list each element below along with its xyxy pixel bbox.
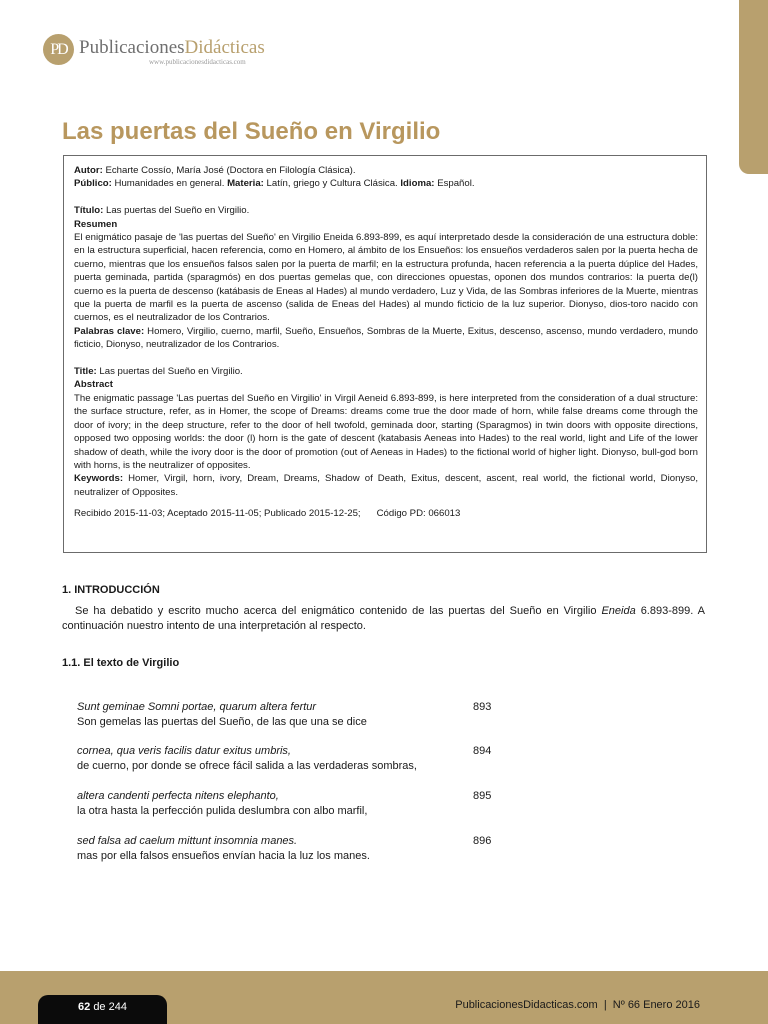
logo-url: www.publicacionesdidacticas.com — [149, 58, 246, 66]
verse-number: 896 — [473, 835, 492, 847]
publication-dates: Recibido 2015-11-03; Aceptado 2015-11-05; Publicado 2015-12-25; Código PD: 066013 — [74, 508, 461, 520]
palabras-clave: Palabras clave: Homero, Virgilio, cuerno, marfil, Sueño, Ensueños, Sombras de la Muerte, Exitus, descenso, ascenso, mundo verdadero, mundo ficticio, Dionyso, neutralizador de los Contrarios. — [74, 325, 698, 351]
abstract-text: The enigmatic passage 'Las puertas del Sueño en Virgilio' in Virgil Aeneid 6.893-899, is here interpreted from the consideration of a dual structure: the surface structure, refer, as in Homer, the scope of Dreams: dreams come true the door made of horn, while false dreams come through the door of ivory; in the deep structure, refer to the door of hell twofold, geminada door, starting (Sparagmos) in twin doors with opposite directions, opposed two opposing worlds: the door (l) horn is the gate of descent (katabasis Aeneas into Hades) to the real world, light and Life of the lower shadow of death, while the ivory door is the door of promotion (out of Aeneas in Hades) to the fictional world of higher light. Dionyso, bull-god born with horns, is the neutralizer of opposites. — [74, 392, 698, 471]
verse-number: 894 — [473, 745, 492, 757]
verse-translation: Son gemelas las puertas del Sueño, de las que una se dice — [77, 716, 367, 728]
resumen-heading: Resumen — [74, 218, 118, 230]
verse-translation: mas por ella falsos ensueños envían hacia la luz los manes. — [77, 850, 370, 862]
verse-latin: Sunt geminae Somni portae, quarum altera fertur — [77, 701, 317, 713]
footer-publication-info: PublicacionesDidacticas.com | Nº 66 Enero 2016 — [455, 999, 700, 1011]
metadata-line: Público: Humanidades en general. Materia: Latín, griego y Cultura Clásica. Idioma: Español. — [74, 178, 475, 190]
verse-block — [77, 789, 537, 819]
verse-number: 895 — [473, 790, 492, 802]
verse-number: 893 — [473, 701, 492, 713]
intro-paragraph: Se ha debatido y escrito mucho acerca del enigmático contenido de las puertas del Sueño en Virgilio Eneida 6.893-899. A continuación nuestro intento de una interpretación al respecto. — [62, 605, 705, 632]
pd-code: Código PD: 066013 — [376, 508, 461, 520]
verse-translation: de cuerno, por donde se ofrece fácil salida a las verdaderas sombras, — [77, 760, 417, 772]
verse-translation: la otra hasta la perfección pulida deslumbra con albo marfil, — [77, 805, 368, 817]
verse-latin: cornea, qua veris facilis datur exitus umbris, — [77, 745, 291, 757]
keywords: Keywords: Homer, Virgil, horn, ivory, Dream, Dreams, Shadow of Death, Exitus, descent, ascent, real world, the fictional world, Dionyso, neutralizer of Opposites. — [74, 473, 699, 498]
verse-block — [77, 700, 537, 730]
author-line: Autor: Echarte Cossío, María José (Doctora en Filología Clásica). — [74, 165, 356, 176]
logo-pd-icon: PD — [43, 34, 74, 65]
side-tab-decoration — [739, 0, 768, 174]
footer-site-link[interactable]: PublicacionesDidacticas.com — [455, 999, 598, 1011]
subsection-heading: 1.1. El texto de Virgilio — [62, 657, 180, 669]
verse-latin: sed falsa ad caelum mittunt insomnia manes. — [77, 835, 298, 847]
resumen-text: El enigmático pasaje de 'las puertas del Sueño' en Virgilio Eneida 6.893-899, es aquí interpretado desde la consideración de una estructura doble: en la estructura superficial, hacen referencia, como en Homero, al ámbito de los Ensueños: los ensueños verdaderos salen por la puerta hecha de cuerno, mientras que los ensueños falsos salen por la puerta de marfil; en la estructura profunda, hacen referencia a la puerta dúplice del Hades, puerta geminada, partida (sparagmós) en dos puertas gemelas que, con direcciones opuestas, oponen dos mundos contrarios: la puerta de(l) cuerno es la puerta de descenso (katábasis de Eneas al Hades) al mundo verdadero, Luz y Vida, de las Sombras inferiores de la Muerte, mientras que la puerta de marfil es la puerta de ascenso (salida de Eneas del Hades) al mundo ficticio de la luz superior. Dionyso, dios-toro nacido con cuernos, es el neutralizador de los Contrarios. — [74, 232, 698, 324]
english-title-line: Title: Las puertas del Sueño en Virgilio. — [74, 366, 243, 378]
verse-block — [77, 834, 537, 864]
abstract-box — [63, 155, 707, 553]
page-indicator: 62 de 244 — [38, 995, 167, 1024]
section-heading-intro: 1. INTRODUCCIÓN — [62, 584, 160, 596]
verse-latin: altera candenti perfecta nitens elephanto, — [77, 790, 279, 802]
verse-block — [77, 744, 537, 774]
page-title: Las puertas del Sueño en Virgilio — [62, 118, 441, 145]
spanish-title-line: Título: Las puertas del Sueño en Virgilio. — [74, 205, 250, 217]
abstract-heading: Abstract — [74, 379, 113, 391]
logo-brand-text: PublicacionesDidácticas — [79, 37, 265, 58]
